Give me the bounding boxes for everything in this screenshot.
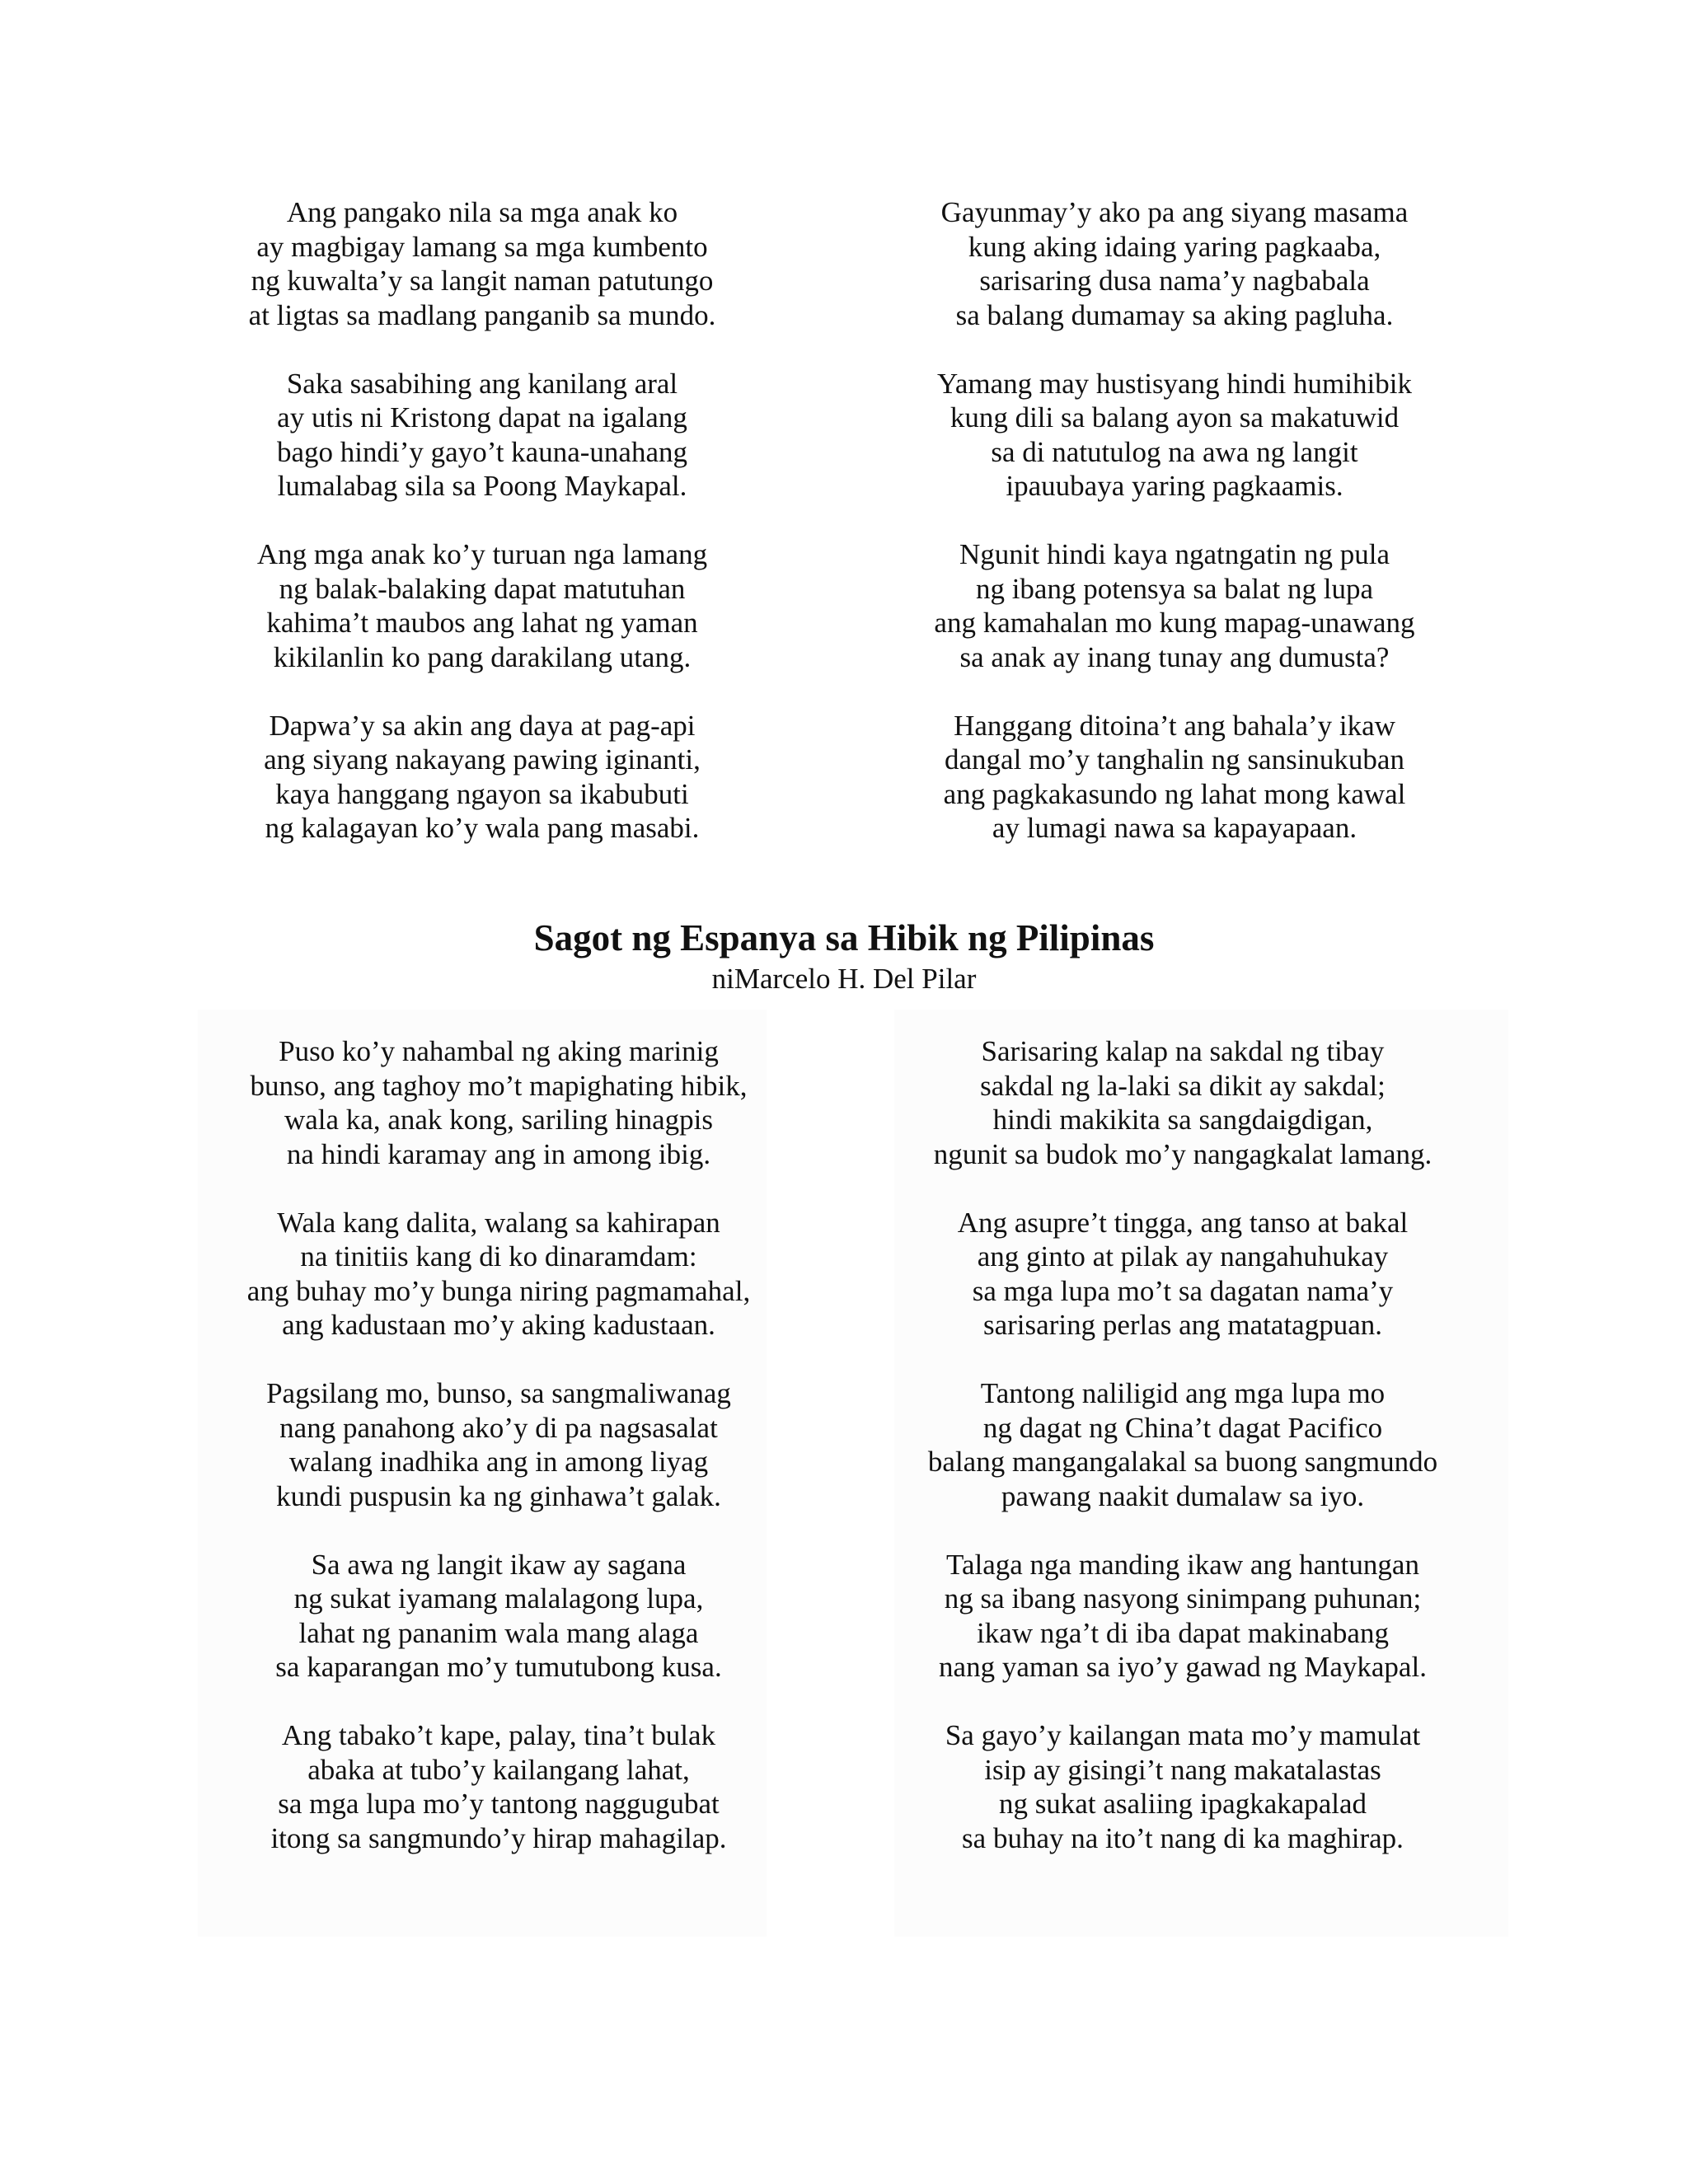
verse-line: Ngunit hindi kaya ngatngatin ng pula: [959, 538, 1390, 570]
verse-line: ay utis ni Kristong dapat na igalang: [277, 401, 687, 434]
verse-line: Yamang may hustisyang hindi humihibik: [937, 367, 1412, 400]
top-poem-right-column: [919, 195, 1430, 846]
verse-line: ikaw nga’t di iba dapat makinabang: [977, 1616, 1389, 1649]
verse-line: ng sukat asaliing ipagkakapalad: [998, 1788, 1367, 1820]
stanza: [227, 367, 738, 504]
verse-line: isip ay gisingi’t nang makatalastas: [984, 1753, 1381, 1786]
verse-line: lumalabag sila sa Poong Maykapal.: [277, 470, 687, 502]
verse-line: Ang mga anak ko’y turuan nga lamang: [256, 538, 708, 570]
bottom-poem-left-column: [235, 1034, 762, 1855]
verse-line: balang mangangalakal sa buong sangmundo: [927, 1446, 1438, 1478]
stanza: [227, 195, 738, 332]
verse-line: sa balang dumamay sa aking pagluha.: [955, 298, 1394, 331]
verse-line: kung dili sa balang ayon sa makatuwid: [950, 401, 1400, 434]
verse-line: kaya hanggang ngayon sa ikabubuti: [275, 777, 689, 810]
verse-line: wala ka, anak kong, sariling hinagpis: [284, 1104, 713, 1136]
verse-line: ng dagat ng China’t dagat Pacifico: [982, 1411, 1383, 1444]
verse-line: ng balak-balaking dapat matutuhan: [279, 572, 686, 605]
verse-line: ang pagkakasundo ng lahat mong kawal: [943, 777, 1406, 810]
stanza: [235, 1034, 762, 1171]
verse-line: at ligtas sa madlang panganib sa mundo.: [248, 298, 716, 331]
verse-line: dangal mo’y tanghalin ng sansinukuban: [945, 743, 1404, 776]
verse-line: nang panahong ako’y di pa nagsasalat: [279, 1411, 718, 1444]
verse-line: sarisaring dusa nama’y nagbabala: [979, 265, 1370, 297]
verse-line: Ang tabako’t kape, palay, tina’t bulak: [281, 1719, 716, 1751]
bottom-poem-right-column: [903, 1034, 1463, 1855]
verse-line: Tantong naliligid ang mga lupa mo: [980, 1377, 1386, 1409]
top-poem-left-column: [227, 195, 738, 846]
verse-line: Sa awa ng langit ikaw ay sagana: [311, 1548, 687, 1581]
verse-line: ng sukat iyamang malalagong lupa,: [293, 1582, 704, 1615]
verse-line: kikilanlin ko pang darakilang utang.: [273, 640, 692, 673]
stanza: [919, 195, 1430, 332]
verse-line: kahima’t maubos ang lahat ng yaman: [266, 607, 698, 639]
verse-line: nang yaman sa iyo’y gawad ng Maykapal.: [939, 1651, 1427, 1683]
verse-line: Sa gayo’y kailangan mata mo’y mamulat: [945, 1719, 1421, 1751]
verse-line: kundi puspusin ka ng ginhawa’t galak.: [276, 1479, 721, 1512]
stanza: [919, 709, 1430, 846]
verse-line: ang ginto at pilak ay nangahuhukay: [977, 1240, 1389, 1272]
verse-line: Dapwa’y sa akin ang daya at pag-api: [269, 709, 696, 742]
verse-line: bago hindi’y gayo’t kauna-unahang: [277, 435, 687, 468]
stanza: [919, 367, 1430, 504]
stanza: [227, 537, 738, 674]
verse-line: walang inadhika ang in among liyag: [288, 1446, 709, 1478]
verse-line: Gayunmay’y ako pa ang siyang masama: [940, 196, 1409, 228]
verse-line: sa mga lupa mo’t sa dagatan nama’y: [972, 1274, 1394, 1307]
verse-line: sa kaparangan mo’y tumutubong kusa.: [275, 1651, 722, 1683]
stanza: [919, 537, 1430, 674]
verse-line: ang kadustaan mo’y aking kadustaan.: [282, 1309, 715, 1341]
stanza: [235, 1718, 762, 1855]
poem-header: [0, 915, 1688, 997]
verse-line: abaka at tubo’y kailangang lahat,: [307, 1753, 690, 1786]
verse-line: ang kamahalan mo kung mapag-unawang: [934, 607, 1415, 639]
verse-line: ay lumagi nawa sa kapayapaan.: [992, 812, 1357, 844]
verse-line: ng kalagayan ko’y wala pang masabi.: [265, 812, 700, 844]
poem-author: niMarcelo H. Del Pilar: [711, 963, 977, 995]
verse-line: sa mga lupa mo’y tantong naggugubat: [278, 1788, 720, 1820]
verse-line: na tinitiis kang di ko dinaramdam:: [300, 1240, 697, 1272]
verse-line: ng sa ibang nasyong sinimpang puhunan;: [944, 1582, 1422, 1615]
stanza: [235, 1548, 762, 1685]
stanza: [227, 709, 738, 846]
stanza: [235, 1376, 762, 1513]
verse-line: na hindi karamay ang in among ibig.: [286, 1137, 711, 1170]
stanza: [903, 1376, 1463, 1513]
verse-line: sarisaring perlas ang matatagpuan.: [983, 1309, 1382, 1341]
verse-line: sa buhay na ito’t nang di ka maghirap.: [962, 1821, 1404, 1854]
stanza: [903, 1548, 1463, 1685]
verse-line: sa anak ay inang tunay ang dumusta?: [959, 640, 1390, 673]
verse-line: bunso, ang taghoy mo’t mapighating hibik,: [250, 1069, 748, 1102]
verse-line: Ang asupre’t tingga, ang tanso at bakal: [957, 1206, 1409, 1239]
verse-line: Hanggang ditoina’t ang bahala’y ikaw: [954, 709, 1395, 742]
verse-line: ng ibang potensya sa balat ng lupa: [975, 572, 1374, 605]
verse-line: ngunit sa budok mo’y nangagkalat lamang.: [933, 1137, 1432, 1170]
stanza: [903, 1034, 1463, 1171]
verse-line: sa di natutulog na awa ng langit: [991, 435, 1358, 468]
verse-line: hindi makikita sa sangdaigdigan,: [992, 1104, 1373, 1136]
verse-line: Puso ko’y nahambal ng aking marinig: [279, 1035, 719, 1067]
verse-line: Saka sasabihing ang kanilang aral: [286, 367, 678, 400]
verse-line: ng kuwalta’y sa langit naman patutungo: [251, 265, 714, 297]
verse-line: Ang pangako nila sa mga anak ko: [286, 196, 678, 228]
stanza: [235, 1206, 762, 1343]
verse-line: Sarisaring kalap na sakdal ng tibay: [981, 1035, 1385, 1067]
stanza: [903, 1718, 1463, 1855]
poem-title: Sagot ng Espanya sa Hibik ng Pilipinas: [533, 917, 1155, 958]
verse-line: Talaga nga manding ikaw ang hantungan: [946, 1548, 1419, 1581]
verse-line: sakdal ng la-laki sa dikit ay sakdal;: [980, 1069, 1386, 1102]
verse-line: ay magbigay lamang sa mga kumbento: [256, 230, 708, 263]
verse-line: ipauubaya yaring pagkaamis.: [1006, 470, 1343, 502]
verse-line: Pagsilang mo, bunso, sa sangmaliwanag: [266, 1377, 731, 1409]
verse-line: Wala kang dalita, walang sa kahirapan: [277, 1206, 720, 1239]
verse-line: ang siyang nakayang pawing iginanti,: [264, 743, 701, 776]
stanza: [903, 1206, 1463, 1343]
verse-line: pawang naakit dumalaw sa iyo.: [1001, 1479, 1365, 1512]
verse-line: itong sa sangmundo’y hirap mahagilap.: [270, 1821, 727, 1854]
verse-line: lahat ng pananim wala mang alaga: [298, 1616, 699, 1649]
verse-line: ang buhay mo’y bunga niring pagmamahal,: [246, 1274, 751, 1307]
verse-line: kung aking idaing yaring pagkaaba,: [968, 230, 1381, 263]
